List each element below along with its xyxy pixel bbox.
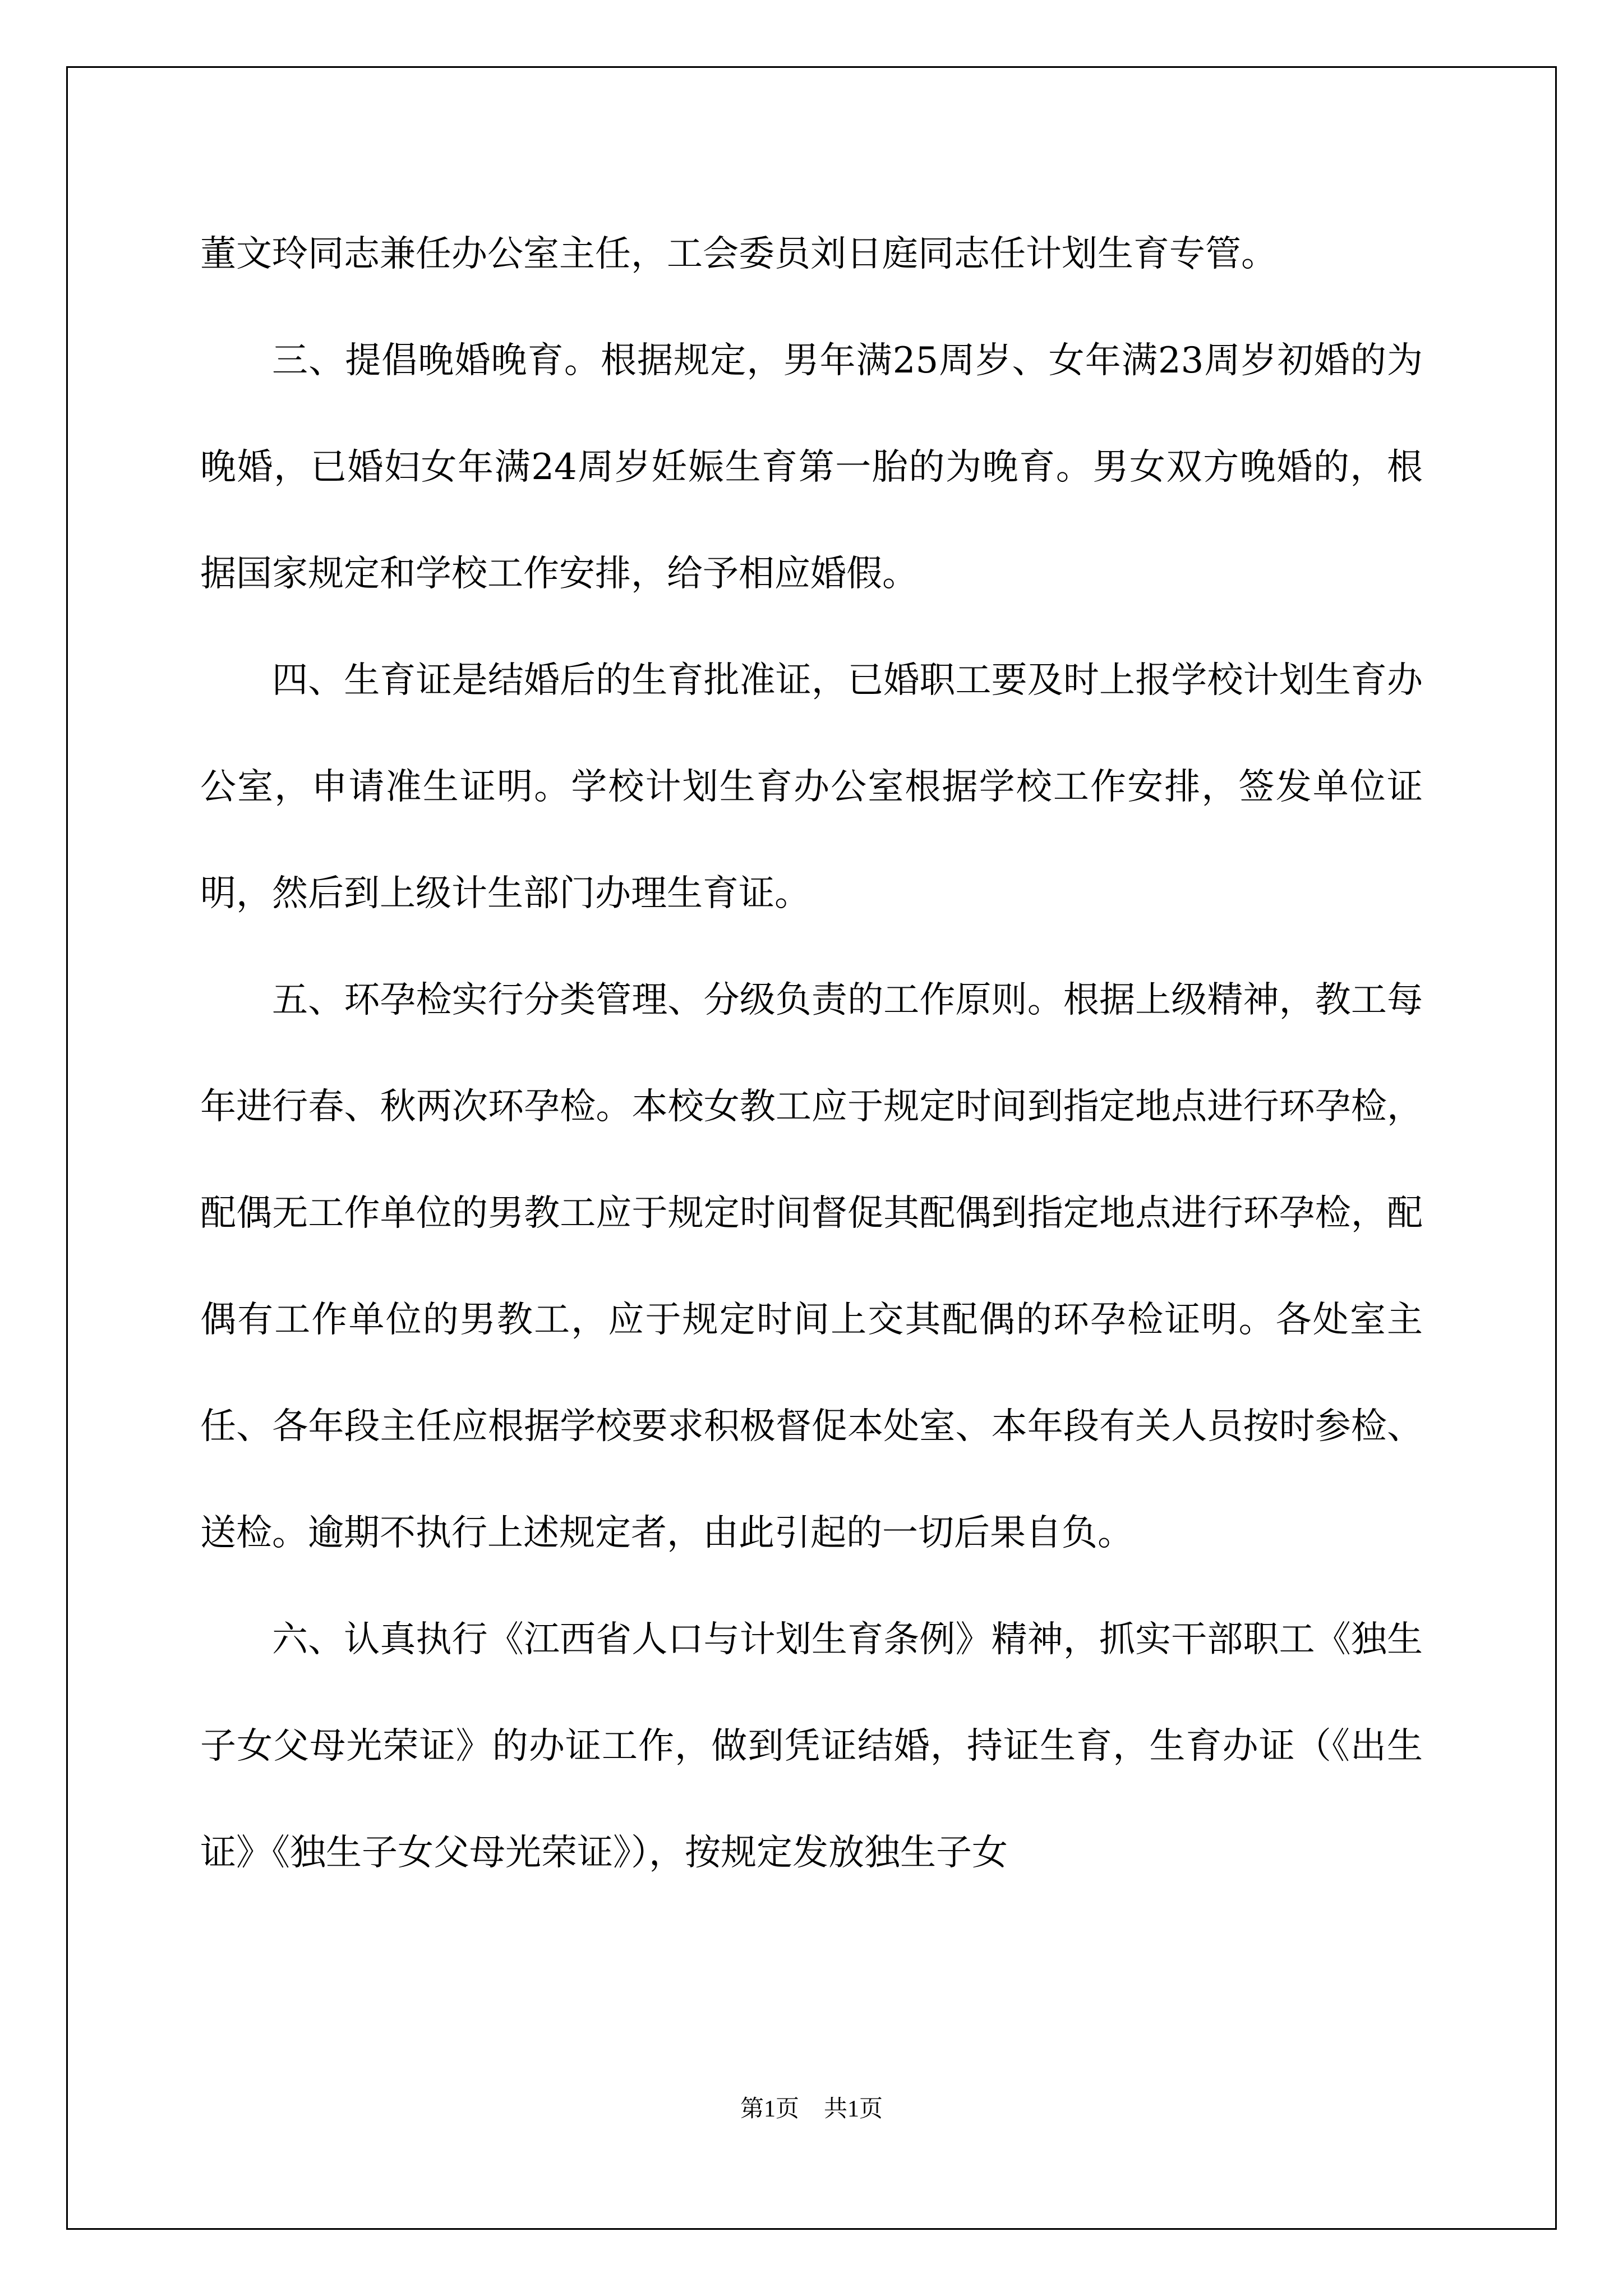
paragraph-item-4: 四、生育证是结婚后的生育批准证，已婚职工要及时上报学校计划生育办公室，申请准生证明。学校计划生育办公室根据学校工作安排，签发单位证明，然后到上级计生部门办理生育证。 [200,660,1423,914]
document-body [200,201,1423,1906]
page-total: 共1页 [824,2096,883,2122]
paragraph-item-6: 六、认真执行《江西省人口与计划生育条例》精神，抓实干部职工《独生子女父母光荣证》的办证工作，做到凭证结婚，持证生育，生育办证（《出生证》《独生子女父母光荣证》），按规定发放独生子女 [200,1619,1423,1874]
page-number: 第1页 [740,2096,799,2122]
page-footer [0,2092,1623,2126]
paragraph-continuation: 董文玲同志兼任办公室主任，工会委员刘日庭同志任计划生育专管。 [200,233,1277,275]
paragraph-item-3: 三、提倡晚婚晚育。根据规定，男年满25周岁、女年满23周岁初婚的为晚婚，已婚妇女年满24周岁妊娠生育第一胎的为晚育。男女双方晚婚的，根据国家规定和学校工作安排，给予相应婚假。 [200,340,1423,595]
paragraph-item-5: 五、环孕检实行分类管理、分级负责的工作原则。根据上级精神，教工每年进行春、秋两次环孕检。本校女教工应于规定时间到指定地点进行环孕检，配偶无工作单位的男教工应于规定时间督促其配偶到指定地点进行环孕检，配偶有工作单位的男教工，应于规定时间上交其配偶的环孕检证明。各处室主任、各年段主任应根据学校要求积极督促本处室、本年段有关人员按时参检、送检。逾期不执行上述规定者，由此引起的一切后果自负。 [200,979,1423,1554]
